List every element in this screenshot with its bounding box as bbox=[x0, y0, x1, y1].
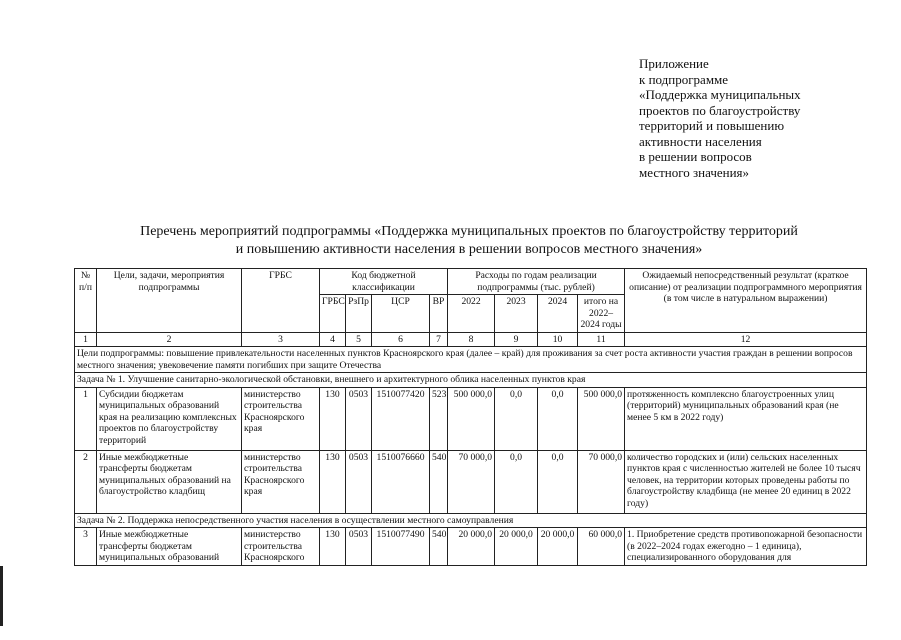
col-number: 2 bbox=[97, 332, 242, 347]
row-2024: 0,0 bbox=[538, 450, 578, 513]
subheader-total: итого на 2022–2024 годы bbox=[578, 295, 625, 333]
row-grbs: 130 bbox=[320, 450, 346, 513]
row-grbs-name: министерство строительства Красноярского bbox=[242, 528, 320, 566]
appendix-line: к подпрограмме bbox=[639, 71, 729, 87]
appendix-line: Приложение bbox=[639, 56, 709, 71]
document-title bbox=[74, 223, 864, 259]
appendix-line: проектов по благоустройству bbox=[639, 102, 801, 118]
col-number: 9 bbox=[495, 332, 538, 347]
row-vr: 523 bbox=[430, 387, 448, 450]
col-number: 10 bbox=[538, 332, 578, 347]
col-number: 12 bbox=[625, 332, 867, 347]
row-2022: 500 000,0 bbox=[448, 387, 495, 450]
row-total: 500 000,0 bbox=[578, 387, 625, 450]
appendix-note bbox=[639, 56, 801, 180]
title-line-2: и повышению активности населения в решении вопросов местного значения» bbox=[235, 242, 703, 257]
col-number: 3 bbox=[242, 332, 320, 347]
task-row bbox=[75, 513, 867, 528]
goal-text: Цели подпрограммы: повышение привлекательности населенных пунктов Красноярского края (далее – край) для проживания за счет роста активности участия граждан в решении вопросов местного значения; увековечение памяти погибших при защите Отечества bbox=[75, 347, 867, 373]
appendix-line: местного значения» bbox=[639, 164, 750, 180]
goal-row bbox=[75, 347, 867, 373]
row-name: Субсидии бюджетам муниципальных образований края на реализацию комплексных проектов по благоустройству территорий bbox=[97, 387, 242, 450]
row-2023: 20 000,0 bbox=[495, 528, 538, 566]
header-row bbox=[75, 269, 867, 295]
row-grbs-name: министерство строительства Красноярского края bbox=[242, 450, 320, 513]
row-total: 60 000,0 bbox=[578, 528, 625, 566]
task-1-text: Задача № 1. Улучшение санитарно-экологической обстановки, внешнего и архитектурного облика населенных пунктов края bbox=[75, 373, 867, 388]
header-budget-code: Код бюджетной классификации bbox=[320, 269, 448, 295]
table-row bbox=[75, 387, 867, 450]
task-2-text: Задача № 2. Поддержка непосредственного участия населения в осуществлении местного самоуправления bbox=[75, 513, 867, 528]
row-2023: 0,0 bbox=[495, 450, 538, 513]
row-num: 1 bbox=[75, 387, 97, 450]
col-number: 5 bbox=[346, 332, 372, 347]
header-goals: Цели, задачи, мероприятия подпрограммы bbox=[97, 269, 242, 333]
row-result: протяженность комплексно благоустроенных улиц (территорий) муниципальных образований края (не менее 5 км в 2022 году) bbox=[625, 387, 867, 450]
subheader-grbs: ГРБС bbox=[320, 295, 346, 333]
appendix-line: территорий и повышению bbox=[639, 118, 785, 133]
measures-table bbox=[74, 268, 867, 566]
header-num: № п/п bbox=[75, 269, 97, 333]
header-result: Ожидаемый непосредственный результат (краткое описание) от реализации подпрограммного мероприятия (в том числе в натуральном выражении) bbox=[625, 269, 867, 333]
title-line-1: Перечень мероприятий подпрограммы «Поддержка муниципальных проектов по благоустройству территорий bbox=[140, 224, 798, 239]
appendix-line: активности населения bbox=[639, 133, 762, 149]
page-margin-line bbox=[0, 566, 3, 626]
row-csr: 1510077420 bbox=[372, 387, 430, 450]
row-vr: 540 bbox=[430, 528, 448, 566]
row-2022: 20 000,0 bbox=[448, 528, 495, 566]
table-row bbox=[75, 450, 867, 513]
row-rzpr: 0503 bbox=[346, 450, 372, 513]
row-result: количество городских и (или) сельских населенных пунктов края с численностью жителей не более 10 тысяч человек, на территории которых проведены работы по благоустройству кладбища (не менее 20 единиц в 2022 году) bbox=[625, 450, 867, 513]
col-number: 4 bbox=[320, 332, 346, 347]
col-number: 1 bbox=[75, 332, 97, 347]
row-2022: 70 000,0 bbox=[448, 450, 495, 513]
row-rzpr: 0503 bbox=[346, 528, 372, 566]
row-grbs: 130 bbox=[320, 528, 346, 566]
col-number: 8 bbox=[448, 332, 495, 347]
row-name: Иные межбюджетные трансферты бюджетам муниципальных образований на благоустройство кладбищ bbox=[97, 450, 242, 513]
row-total: 70 000,0 bbox=[578, 450, 625, 513]
row-vr: 540 bbox=[430, 450, 448, 513]
col-number: 6 bbox=[372, 332, 430, 347]
row-grbs-name: министерство строительства Красноярского края bbox=[242, 387, 320, 450]
subheader-rzpr: РзПр bbox=[346, 295, 372, 333]
row-csr: 1510077490 bbox=[372, 528, 430, 566]
row-num: 3 bbox=[75, 528, 97, 566]
header-grbs: ГРБС bbox=[242, 269, 320, 333]
row-num: 2 bbox=[75, 450, 97, 513]
row-name: Иные межбюджетные трансферты бюджетам муниципальных образований bbox=[97, 528, 242, 566]
subheader-2024: 2024 bbox=[538, 295, 578, 333]
row-grbs: 130 bbox=[320, 387, 346, 450]
row-2023: 0,0 bbox=[495, 387, 538, 450]
subheader-2022: 2022 bbox=[448, 295, 495, 333]
subheader-vr: ВР bbox=[430, 295, 448, 333]
column-number-row bbox=[75, 332, 867, 347]
subheader-csr: ЦСР bbox=[372, 295, 430, 333]
header-expenses: Расходы по годам реализации подпрограммы (тыс. рублей) bbox=[448, 269, 625, 295]
appendix-line: в решении вопросов bbox=[639, 149, 752, 164]
col-number: 7 bbox=[430, 332, 448, 347]
row-result: 1. Приобретение средств противопожарной безопасности (в 2022–2024 годах ежегодно – 1 единица), специализированного оборудования для bbox=[625, 528, 867, 566]
table-row bbox=[75, 528, 867, 566]
subheader-2023: 2023 bbox=[495, 295, 538, 333]
row-2024: 20 000,0 bbox=[538, 528, 578, 566]
row-csr: 1510076660 bbox=[372, 450, 430, 513]
task-row bbox=[75, 373, 867, 388]
col-number: 11 bbox=[578, 332, 625, 347]
appendix-line: «Поддержка муниципальных bbox=[639, 87, 801, 102]
row-2024: 0,0 bbox=[538, 387, 578, 450]
row-rzpr: 0503 bbox=[346, 387, 372, 450]
